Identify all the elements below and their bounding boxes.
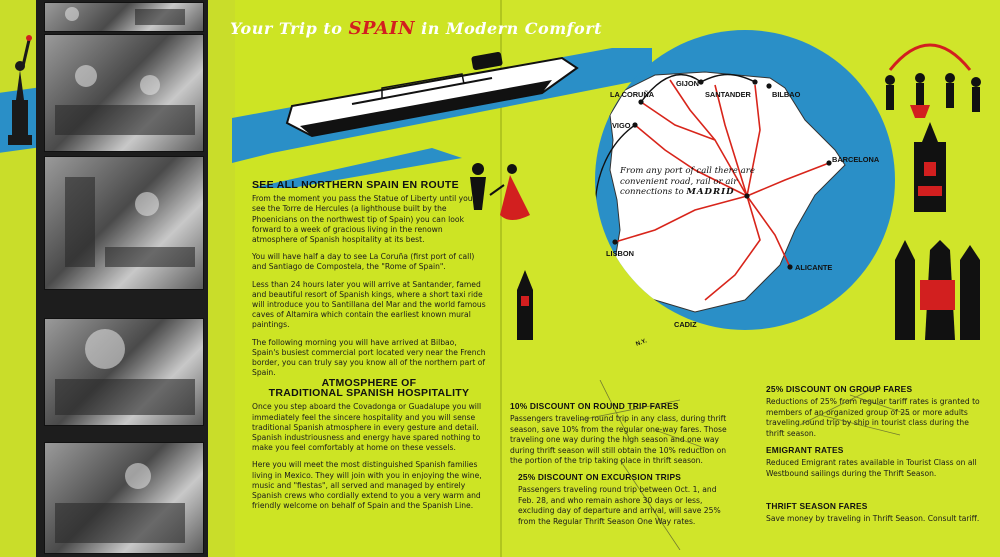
northern-paragraph-3: Less than 24 hours later you will arrive at Santander, famed and beautiful resort of Spanish kings, where a short taxi ride will introduce you to Santillana del Mar and the world famous caves of Altamira which contain the earliest known mural paintings. [252,279,486,330]
fare-thrift-text: Save money by traveling in Thrift Season. Consult tariff. [766,514,980,524]
northern-heading: SEE ALL NORTHERN SPAIN EN ROUTE [252,179,459,191]
fare-excursion-heading: 25% DISCOUNT ON EXCURSION TRIPS [518,472,682,482]
photo-lounge [44,2,204,32]
city-barcelona: BARCELONA [832,155,880,164]
photo-cabin [44,442,204,554]
church-tower-icon [505,270,545,340]
city-santander: SANTANDER [705,90,751,99]
photo-deck [44,156,204,290]
hospitality-heading-1: ATMOSPHERE OF [321,377,417,389]
page-title: Your Trip to SPAIN in Modern Comfort [230,18,603,39]
fare-emigrant [766,445,986,479]
statue-of-liberty-icon [2,30,36,150]
map-note-line-1: From any port of call there are [620,166,755,176]
fare-round-trip-heading: 10% DISCOUNT ON ROUND TRIP FARES [510,401,679,411]
fare-round-trip-text: Passengers traveling round trip in any class, during thrift season, save 10% from the regular one-way fares. Those traveling one way during the high season and one way during thrift season will still obtain the 10% reduction on the portion of the trip taking place in thrift season. [510,414,727,466]
fare-thrift [766,501,986,525]
city-cadiz: CADIZ [674,320,697,329]
fare-emigrant-heading: EMIGRANT RATES [766,445,844,455]
cathedral-icon [900,122,960,212]
city-ny: N.Y. [635,338,648,348]
hospitality-section [252,378,486,518]
northern-paragraph-4: The following morning you will have arrived at Bilbao, Spain's busiest commercial port located very near the French border, you can truly say you know all of the northern part of Spain. [252,337,486,378]
fare-group-heading: 25% DISCOUNT ON GROUP FARES [766,384,913,394]
city-gijon: GIJON [676,79,699,88]
hospitality-paragraph-2: Here you will meet the most distinguished Spanish families living in Mexico. They will join with you in enjoying the wine, music and "fiestas", all served and managed by entirely Spanish crews who cordially extend to you a very warm and friendly welcome on behalf of Spain and the Spanish Line. [252,460,482,511]
pencil-scribble [560,380,710,550]
city-vigo: VIGO [612,121,631,130]
hospitality-heading-2: TRADITIONAL SPANISH HOSPITALITY [268,387,470,400]
map-note-city: MADRID [686,187,735,197]
northern-section [252,180,486,385]
procession-icon [875,240,985,350]
fare-group-text: Reductions of 25% from regular tariff rates is granted to members of an organized group of 25 or more adults traveling round trip by ship in tourist class during the thrift season. [766,397,980,438]
photo-bar [44,34,204,152]
ship-illustration [232,38,655,191]
city-bilbao: BILBAO [772,90,801,99]
fare-excursion-text: Passengers traveling round trip between Oct. 1, and Feb. 28, and who remain ashore 30 days or less, excluding day of departure and arrival, will save 25% from the Regular Thrift Season One Way rates. [518,485,721,526]
fare-emigrant-text: Reduced Emigrant rates available in Tourist Class on all Westbound sailings during the Thrift Season. [766,458,977,478]
city-alicante: ALICANTE [795,263,833,272]
dancers-circle-icon [870,30,990,120]
northern-paragraph-2: You will have half a day to see La Coruña (first port of call) and Santiago de Compostela, the "Rome of Spain". [252,252,475,272]
fare-thrift-heading: THRIFT SEASON FARES [766,501,868,511]
map-note-line-2: convenient road, rail or air [620,176,738,187]
city-la-coruna: LA CORUÑA [610,90,655,99]
photo-salon [44,318,204,426]
map-note [620,166,770,198]
pencil-scribble-2 [800,385,910,445]
city-lisbon: LISBON [606,249,634,258]
map-note-line-3: connections to [620,187,684,197]
hospitality-paragraph-1: Once you step aboard the Covadonga or Guadalupe you will immediately feel the sincere hospitality and you will sense traditional Spanish atmosphere in every gesture and detail. Spanish industriousness and energy have spared nothing to make you feel comfortably at home on these vessels. [252,402,482,453]
northern-paragraph-1: From the moment you pass the Statue of Liberty until you see the Torre de Hercules (a lighthouse built by the Phoenicians on the northwest tip of Spain) you can look forward to a week of gracious living in the renown atmosphere of Spanish hospitality at its best. [252,194,473,245]
